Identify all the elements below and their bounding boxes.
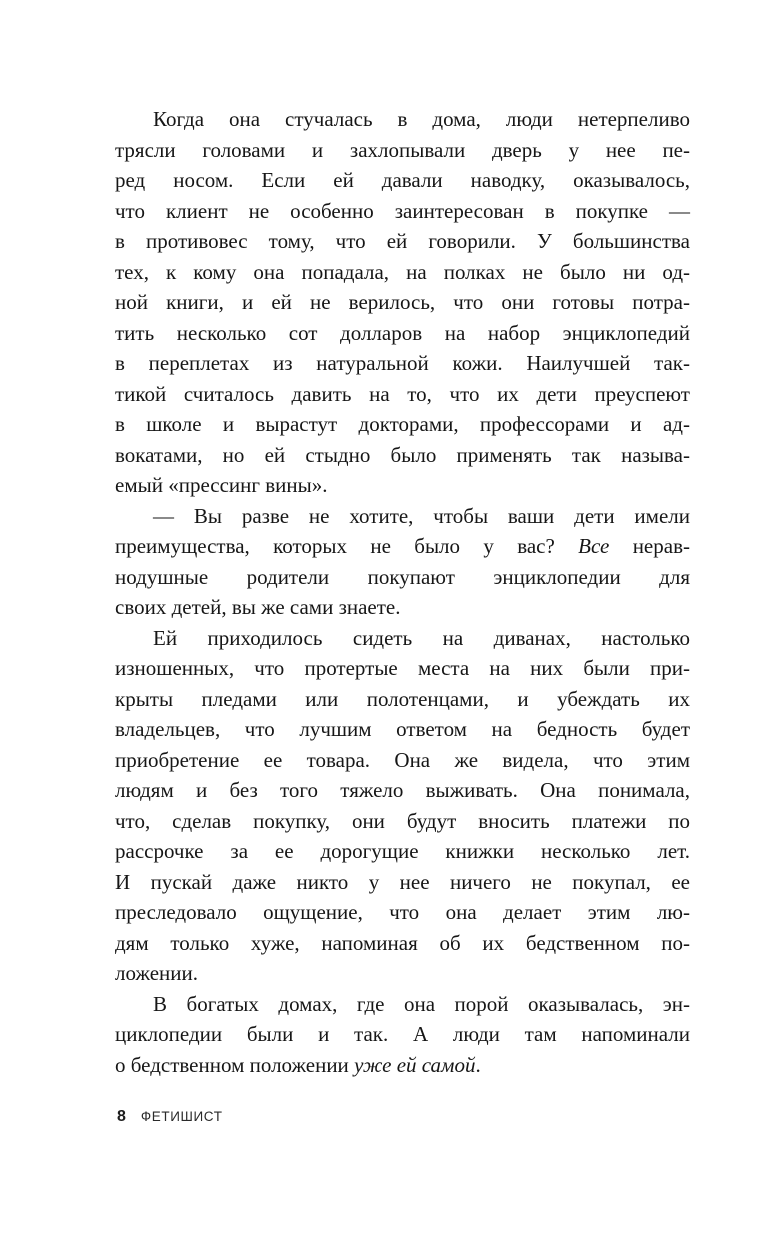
text-segment: в противовес тому, что ей говорили. У большинства [115, 229, 690, 253]
paragraph [115, 501, 690, 623]
text-line [115, 775, 690, 806]
text-line [115, 867, 690, 898]
text-line [115, 135, 690, 166]
text-line [115, 287, 690, 318]
text-line [115, 348, 690, 379]
text-line [115, 531, 690, 562]
text-segment: своих детей, вы же сами знаете. [115, 595, 401, 619]
text-segment: — Вы разве не хотите, чтобы ваши дети имели [153, 503, 690, 528]
text-line [115, 1019, 690, 1050]
text-segment: ред носом. Если ей давали наводку, оказывалось, [115, 168, 690, 192]
text-segment: трясли головами и захлопывали дверь у нее пе- [115, 137, 690, 162]
text-segment: в переплетах из натуральной кожи. Наилучшей так- [115, 351, 690, 375]
page-footer [117, 1108, 692, 1126]
text-line [115, 653, 690, 684]
text-segment: владельцев, что лучшим ответом на бедность будет [115, 717, 690, 741]
text-segment: преследовало ощущение, что она делает этим лю- [115, 900, 690, 924]
text-line [115, 897, 690, 928]
text-segment: нерав- [609, 534, 690, 558]
paragraph [115, 104, 690, 501]
text-line [115, 196, 690, 227]
text-segment: крыты пледами или полотенцами, и убеждать их [115, 686, 690, 711]
text-segment: дям только хуже, напоминая об их бедственном по- [115, 930, 690, 955]
text-segment: в школе и вырастут докторами, профессорами и ад- [115, 412, 690, 436]
text-line [115, 318, 690, 349]
text-line [115, 1050, 690, 1081]
text-line [115, 806, 690, 837]
text-line [115, 592, 690, 623]
text-segment: изношенных, что протертые места на них были при- [115, 656, 690, 680]
text-line [115, 440, 690, 471]
italic-text: уже ей самой [354, 1052, 476, 1077]
text-line [115, 562, 690, 593]
text-segment: тить несколько сот долларов на набор энциклопедий [115, 320, 690, 345]
text-line [115, 958, 690, 989]
paragraph [115, 989, 690, 1081]
text-segment: что, сделав покупку, они будут вносить платежи по [115, 808, 690, 833]
italic-text: Все [578, 534, 610, 558]
text-line [115, 470, 690, 501]
running-title: ФЕТИШИСТ [140, 1109, 223, 1124]
text-segment: приобретение ее товара. Она же видела, что этим [115, 747, 690, 772]
text-line [115, 714, 690, 745]
text-line [115, 165, 690, 196]
text-line [115, 989, 690, 1020]
text-line [115, 257, 690, 288]
text-line [115, 684, 690, 715]
text-line [115, 501, 690, 532]
text-segment: вокатами, но ей стыдно было применять так называ- [115, 442, 690, 467]
text-line [115, 623, 690, 654]
text-segment: ложении. [115, 961, 198, 985]
text-segment: В богатых домах, где она порой оказывалась, эн- [153, 991, 690, 1016]
text-segment: циклопедии были и так. А люди там напоминали [115, 1022, 690, 1046]
text-segment: рассрочке за ее дорогущие книжки несколько лет. [115, 839, 690, 863]
paragraph [115, 623, 690, 989]
page-number: 8 [117, 1108, 126, 1125]
text-segment: людям и без того тяжело выживать. Она понимала, [115, 778, 690, 802]
text-segment: ной книги, и ей не верилось, что они готовы потра- [115, 290, 690, 314]
text-segment: о бедственном положении [115, 1052, 355, 1077]
text-segment: нодушные родители покупают энциклопедии для [115, 564, 690, 589]
text-line [115, 836, 690, 867]
text-segment: Когда она стучалась в дома, люди нетерпеливо [153, 107, 690, 131]
text-segment: Ей приходилось сидеть на диванах, настолько [153, 625, 690, 650]
text-segment: что клиент не особенно заинтересован в покупке — [115, 198, 690, 223]
text-segment: тикой считалось давить на то, что их дети преуспеют [115, 381, 690, 406]
text-line [115, 226, 690, 257]
text-segment: . [475, 1052, 481, 1077]
text-line [115, 928, 690, 959]
text-segment: И пускай даже никто у нее ничего не покупал, ее [115, 869, 690, 894]
text-segment: тех, к кому она попадала, на полках не было ни од- [115, 259, 690, 284]
text-line [115, 104, 690, 135]
text-segment: емый «прессинг вины». [115, 473, 328, 497]
text-line [115, 745, 690, 776]
text-line [115, 379, 690, 410]
text-segment: преимущества, которых не было у вас? [115, 534, 579, 558]
text-block [115, 104, 690, 1080]
text-line [115, 409, 690, 440]
